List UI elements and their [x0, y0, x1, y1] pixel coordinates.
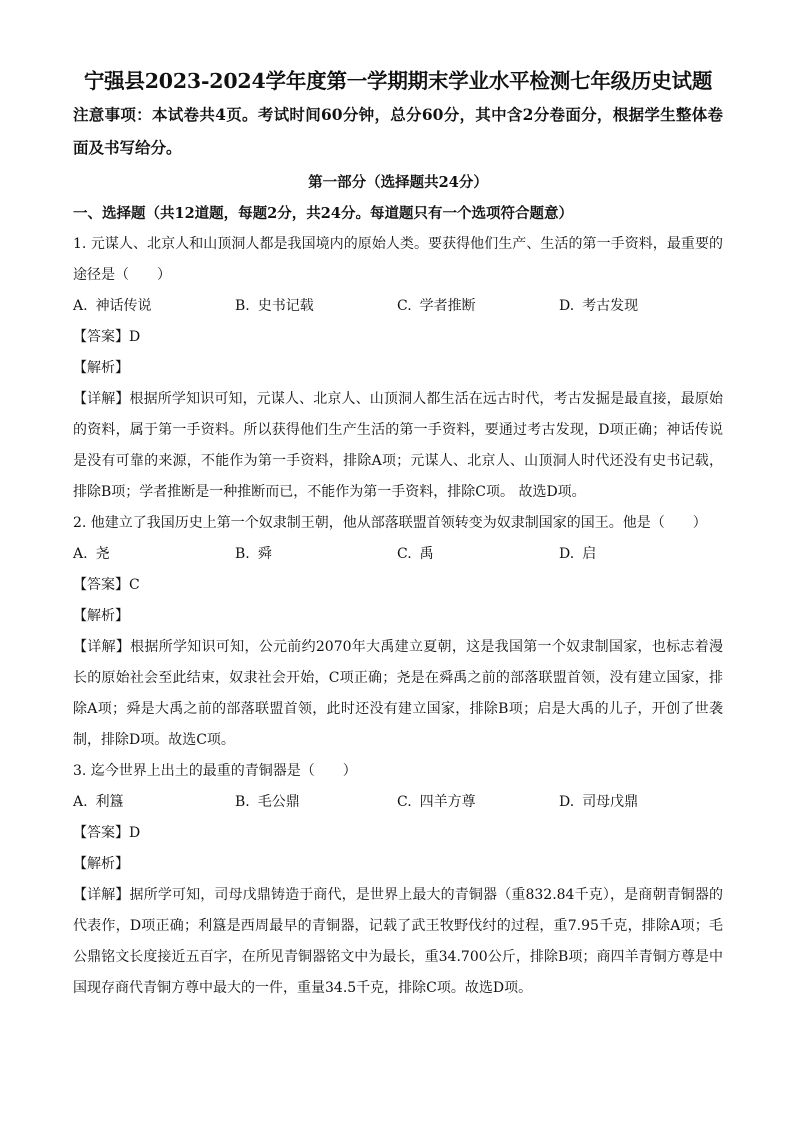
detail-text: 【详解】根据所学知识可知，元谋人、北京人、山顶洞人都生活在远古时代，考古发掘是最直接，最原始的资料，属于第一手资料。所以获得他们生产生活的第一手资料，要通过考古发现，D项正确；神话传说是没有可靠的来源，不能作为第一手资料，排除A项；元谋人、北京人、山顶洞人时代还没有史书记载，排除B项；学者推断是一种推断而已，不能作为第一手资料，排除C项。 故选D项。: [73, 391, 723, 500]
option-letter: A.: [73, 546, 88, 562]
section-title: 一、选择题（共12道题，每题2分，共24分。每道题只有一个选项符合题意）: [73, 205, 573, 222]
exam-notice: 注意事项：本试卷共4页。考试时间60分钟，总分60分，其中含2分卷面分，根据学生整体卷面及书写给分。: [73, 105, 723, 157]
question-2: [73, 508, 723, 756]
option-text: 史书记载: [257, 298, 314, 314]
question-stem: 2. 他建立了我国历史上第一个奴隶制王朝，他从部落联盟首领转变为奴隶制国家的国王。他是（ ）: [73, 515, 707, 531]
option-letter: D.: [559, 546, 575, 562]
option-letter: C.: [397, 298, 412, 314]
analysis-label: 【解析】: [73, 856, 129, 872]
option-text: 毛公鼎: [257, 794, 300, 810]
question-options: [73, 539, 723, 570]
detail-text: 【详解】根据所学知识可知，公元前约2070年大禹建立夏朝，这是我国第一个奴隶制国家，也标志着漫长的原始社会至此结束，奴隶社会开始，C项正确；尧是在舜禹之前的部落联盟首领，没有建立国家，排除A项；舜是大禹之前的部落联盟首领，此时还没有建立国家，排除B项；启是大禹的儿子，开创了世袭制，排除D项。故选C项。: [73, 639, 723, 748]
option-text: 神话传说: [95, 298, 152, 314]
answer-label: 【答案】C: [73, 577, 140, 593]
option-text: 舜: [257, 546, 272, 562]
option-text: 四羊方尊: [419, 794, 476, 810]
option-letter: B.: [235, 794, 250, 810]
option-letter: A.: [73, 298, 88, 314]
question-options: [73, 291, 723, 322]
option-text: 尧: [95, 546, 110, 562]
option-text: 禹: [419, 546, 434, 562]
analysis-label: 【解析】: [73, 608, 129, 624]
option-letter: C.: [397, 794, 412, 810]
exam-title: 宁强县2023-2024学年度第一学期期末学业水平检测七年级历史试题: [83, 69, 713, 93]
option-c: [397, 539, 559, 570]
question-stem: 3. 迄今世界上出土的最重的青铜器是（ ）: [73, 763, 357, 779]
option-b: [235, 787, 397, 818]
part-title: 第一部分（选择题共24分）: [308, 174, 488, 191]
question-1: [73, 229, 723, 508]
question-options: [73, 787, 723, 818]
answer-label: 【答案】D: [73, 329, 141, 345]
option-d: [559, 539, 721, 570]
option-b: [235, 539, 397, 570]
option-d: [559, 787, 721, 818]
option-a: [73, 539, 235, 570]
option-letter: A.: [73, 794, 88, 810]
option-a: [73, 787, 235, 818]
exam-page: [73, 64, 723, 1004]
option-text: 利簋: [95, 794, 124, 810]
option-text: 学者推断: [419, 298, 476, 314]
option-c: [397, 291, 559, 322]
option-letter: D.: [559, 794, 575, 810]
option-letter: B.: [235, 298, 250, 314]
option-d: [559, 291, 721, 322]
question-stem: 1. 元谋人、北京人和山顶洞人都是我国境内的原始人类。要获得他们生产、生活的第一手资料，最重要的途径是（ ）: [73, 236, 723, 283]
option-text: 司母戊鼎: [582, 794, 639, 810]
detail-text: 【详解】据所学可知，司母戊鼎铸造于商代，是世界上最大的青铜器（重832.84千克），是商朝青铜器的代表作，D项正确；利簋是西周最早的青铜器，记载了武王牧野伐纣的过程，重7.95千克，排除A项；毛公鼎铭文长度接近五百字，在所见青铜器铭文中为最长，重34.700公斤，排除B项；商四羊青铜方尊是中国现存商代青铜方尊中最大的一件，重量34.5千克，排除C项。故选D项。: [73, 887, 723, 996]
option-letter: D.: [559, 298, 575, 314]
analysis-label: 【解析】: [73, 360, 129, 376]
question-3: [73, 756, 723, 1004]
option-text: 启: [582, 546, 597, 562]
answer-label: 【答案】D: [73, 825, 141, 841]
option-a: [73, 291, 235, 322]
option-text: 考古发现: [582, 298, 639, 314]
option-c: [397, 787, 559, 818]
option-letter: C.: [397, 546, 412, 562]
option-letter: B.: [235, 546, 250, 562]
option-b: [235, 291, 397, 322]
